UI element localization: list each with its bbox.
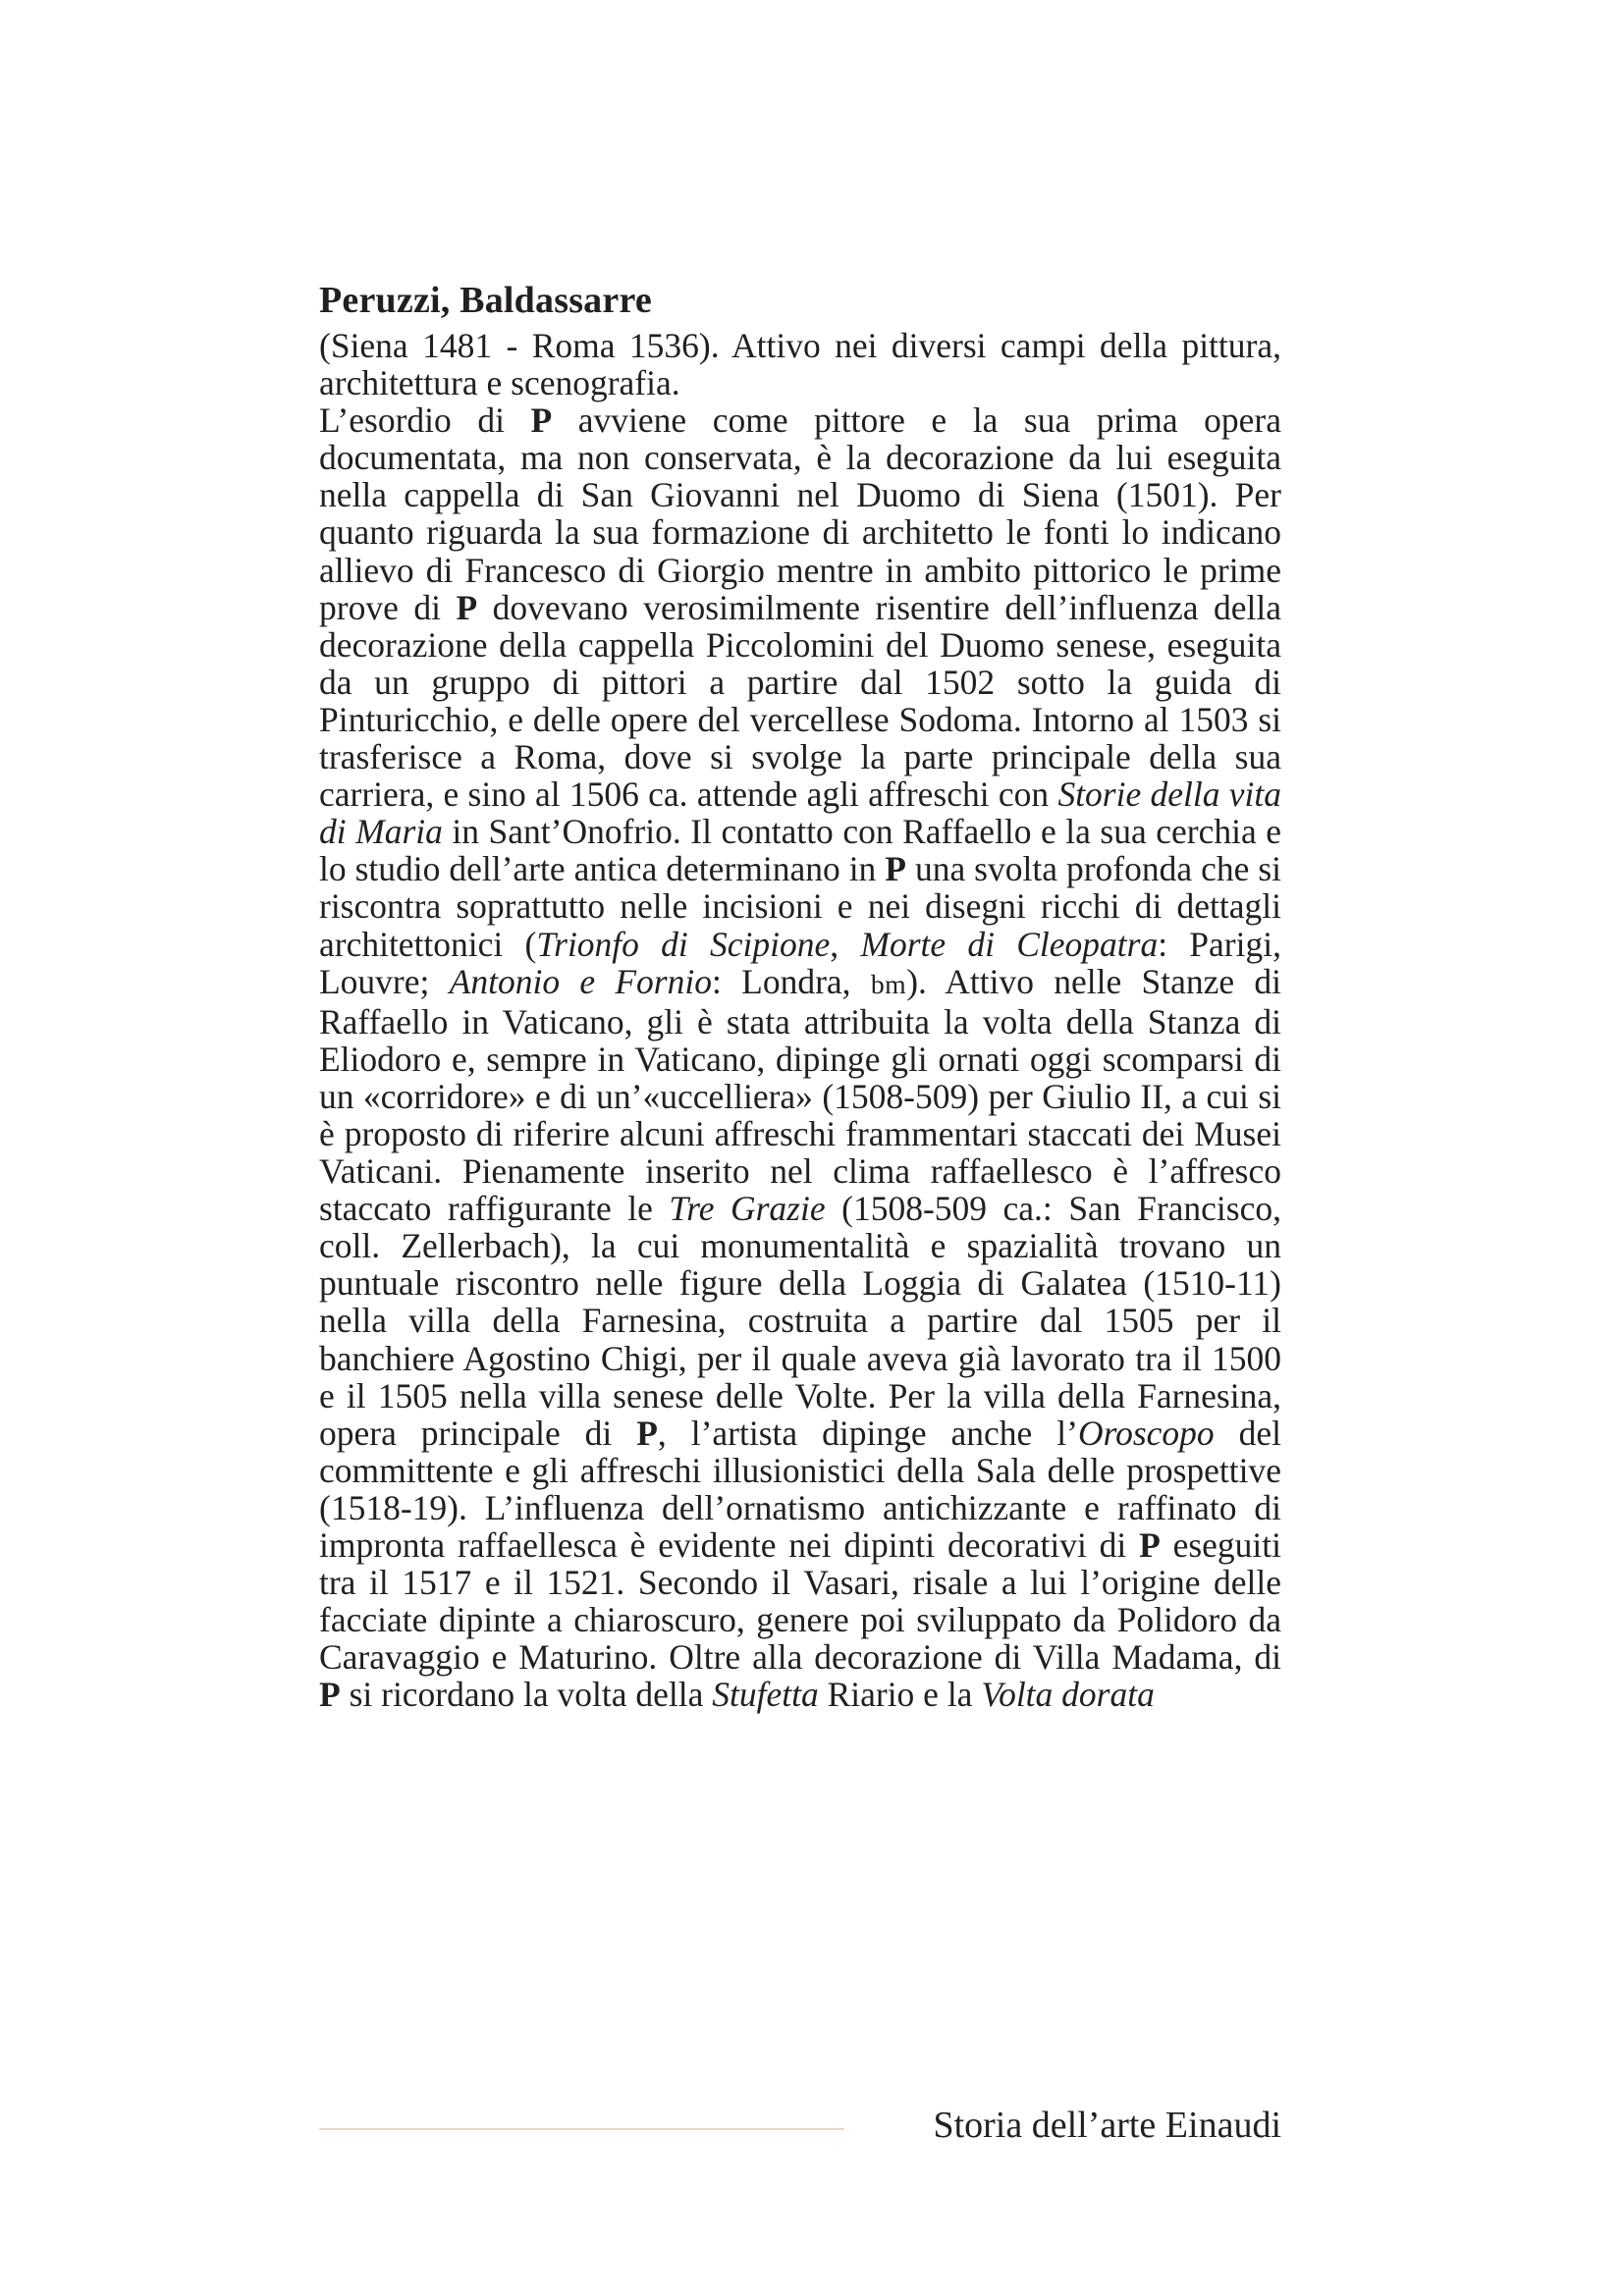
text-run: ). Attivo nelle Stanze di Raffaello in Vaticano, gli è stata attribuita la volta della Stanza di Eliodoro e, sempre in Vaticano, dipinge gli ornati oggi scomparsi di un «corridore» e di un’«uccelliera» (1508-509) per Giulio II, a cui si è proposto di riferire alcuni affreschi frammentari staccati dei Musei Vaticani. Pienamente inserito nel clima raffaellesco è l’affresco staccato raffigurante le [319,961,1281,1229]
work-title: Storie della vita di Maria [319,774,1282,852]
entry-title: Peruzzi, Baldassarre [319,280,652,321]
subject-abbrev: P [885,849,906,889]
text-run: Riario e la [818,1675,982,1715]
text-run: eseguiti tra il 1517 e il 1521. Secondo il Vasari, risale a lui l’origine delle facciate dipinte a chiaroscuro, genere poi sviluppato da Polidoro da Caravaggio e Maturino. Oltre alla decorazione di Villa Madama, di [319,1525,1281,1678]
work-title: Antonio e Fornio [449,961,712,1001]
text-run: una svolta profonda che si riscontra soprattutto nelle incisioni e nei disegni ricchi di dettagli architettonici ( [319,849,1281,964]
subject-abbrev: P [636,1413,658,1453]
entry-paragraph-1: (Siena 1481 - Roma 1536). Attivo nei diversi campi della pittura, architettura e scenografia. [319,326,1281,403]
text-run: : Parigi, Louvre; [319,924,1281,1001]
text-run: in Sant’Onofrio. Il contatto con Raffaello e la sua cerchia e lo studio dell’arte antica determinano in [319,812,1282,889]
text-run: L’esordio di [319,400,531,441]
subject-abbrev: P [1139,1525,1161,1565]
text-run: dovevano verosimilmente risentire dell’influenza della decorazione della cappella Piccolomini del Duomo senese, eseguita da un gruppo di pittori a partire dal 1502 sotto la guida di Pinturicchio, e delle opere del vercellese Sodoma. Intorno al 1503 si trasferisce a Roma, dove si svolge la parte principale della sua carriera, e sino al 1506 ca. attende agli affreschi con [319,587,1281,815]
subject-abbrev: P [530,400,553,441]
subject-abbrev: P [456,587,478,627]
work-title: Volta dorata [981,1675,1155,1715]
text-run: avviene come pittore e la sua prima opera documentata, ma non conservata, è la decorazione da lui eseguita nella cappella di San Giovanni nel Duomo di Siena (1501). Per quanto riguarda la sua formazione di architetto le fonti lo indicano allievo di Francesco di Giorgio mentre in ambito pittorico le prime prove di [319,400,1282,627]
work-title: Oroscopo [1077,1413,1215,1453]
text-run: (1508-509 ca.: San Francisco, coll. Zellerbach), la cui monumentalità e spazialità trovano un puntuale riscontro nelle figure della Loggia di Galatea (1510-11) nella villa della Farnesina, costruita a partire dal 1505 per il banchiere Agostino Chigi, per il quale aveva già lavorato tra il 1500 e il 1505 nella villa senese delle Volte. Per la villa della Farnesina, opera principale di [319,1189,1281,1453]
text-run: : Londra, [712,961,871,1001]
document-page [319,278,1281,1713]
text-run: , l’artista dipinge anche l’ [657,1413,1078,1453]
text-run: del committente e gli affreschi illusionistici della Sala delle prospettive (1518-19). L’influenza dell’ornatismo antichizzante e raffinato di impronta raffaellesca è evidente nei dipinti decorativi di [319,1413,1281,1565]
entry-body [319,327,1281,1713]
text-run: , [830,924,861,964]
work-title: Stufetta [712,1675,819,1715]
footer-text: Storia dell’arte Einaudi [933,2105,1281,2146]
text-run: si ricordano la volta della [340,1675,713,1715]
work-title: Tre Grazie [669,1189,826,1229]
entry-paragraph-2 [319,401,1281,1713]
museum-abbrev: bm [870,968,907,999]
subject-abbrev: P [319,1675,341,1715]
footer-rule [319,2128,844,2130]
work-title: Trionfo di Scipione [536,924,831,964]
work-title: Morte di Cleopatra [860,924,1159,964]
page-footer [319,2103,1281,2152]
